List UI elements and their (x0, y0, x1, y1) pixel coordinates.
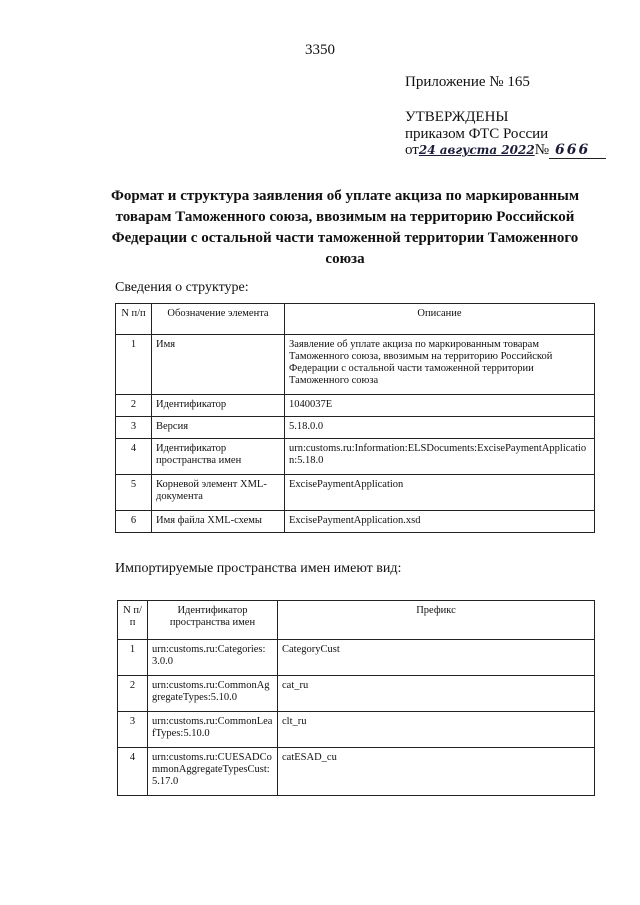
appendix-label: Приложение № 165 (405, 74, 530, 90)
row-description: Заявление об уплате акциза по маркированным товарам Таможенного союза, ввозимым на территорию Российской Федерации с остальной части таможенной территории Таможенного союза (285, 335, 595, 395)
table-row (116, 475, 595, 511)
row-description: ExcisePaymentApplication (285, 475, 595, 511)
row-element: Идентификатор (152, 395, 285, 417)
row-number: 3 (118, 712, 148, 748)
row-namespace: urn:customs.ru:Categories:3.0.0 (148, 640, 278, 676)
number-prefix: № (534, 142, 549, 158)
document-title: Формат и структура заявления об уплате акциза по маркированным товарам Таможенного союза, ввозимым на территорию Российской Федерации с остальной части таможенной территории Таможенного союза (110, 188, 580, 267)
table-row (118, 712, 595, 748)
column-header-number: N п/п (118, 601, 148, 640)
row-number: 2 (116, 395, 152, 417)
row-description: 5.18.0.0 (285, 417, 595, 439)
order-label: приказом ФТС России (405, 126, 549, 142)
page-number: 3350 (305, 42, 335, 58)
column-header-prefix: Префикс (278, 601, 595, 640)
row-number: 1 (118, 640, 148, 676)
column-header-namespace: Идентификатор пространства имен (148, 601, 278, 640)
row-description: 1040037E (285, 395, 595, 417)
table-row (116, 395, 595, 417)
row-namespace: urn:customs.ru:CommonAggregateTypes:5.10.0 (148, 676, 278, 712)
row-number: 1 (116, 335, 152, 395)
structure-table (115, 303, 595, 533)
column-header-number: N п/п (116, 304, 152, 335)
order-dateline (405, 142, 606, 159)
table-row (118, 748, 595, 796)
namespaces-section-label: Импортируемые пространства имен имеют вид: (115, 561, 402, 576)
row-number: 2 (118, 676, 148, 712)
table-header-row (116, 304, 595, 335)
row-element: Имя (152, 335, 285, 395)
row-prefix: catESAD_cu (278, 748, 595, 796)
table-row (118, 676, 595, 712)
date-prefix: от (405, 142, 419, 158)
structure-section-label: Сведения о структуре: (115, 280, 249, 295)
row-number: 4 (116, 439, 152, 475)
row-namespace: urn:customs.ru:CUESADCommonAggregateTypesCust:5.17.0 (148, 748, 278, 796)
handwritten-number: 666 (549, 142, 606, 159)
row-element: Имя файла XML-схемы (152, 511, 285, 533)
row-prefix: CategoryCust (278, 640, 595, 676)
row-number: 4 (118, 748, 148, 796)
table-row (116, 335, 595, 395)
row-prefix: cat_ru (278, 676, 595, 712)
row-namespace: urn:customs.ru:CommonLeafTypes:5.10.0 (148, 712, 278, 748)
row-description: ExcisePaymentApplication.xsd (285, 511, 595, 533)
column-header-element: Обозначение элемента (152, 304, 285, 335)
row-element: Идентификатор пространства имен (152, 439, 285, 475)
approved-label: УТВЕРЖДЕНЫ (405, 109, 509, 125)
namespaces-table (117, 600, 595, 796)
table-row (116, 417, 595, 439)
table-row (116, 511, 595, 533)
row-element: Версия (152, 417, 285, 439)
row-description: urn:customs.ru:Information:ELSDocuments:ExcisePaymentApplication:5.18.0 (285, 439, 595, 475)
row-prefix: clt_ru (278, 712, 595, 748)
row-element: Корневой элемент XML-документа (152, 475, 285, 511)
table-header-row (118, 601, 595, 640)
handwritten-date: 24 августа 2022 (418, 143, 535, 157)
row-number: 5 (116, 475, 152, 511)
row-number: 3 (116, 417, 152, 439)
table-row (116, 439, 595, 475)
row-number: 6 (116, 511, 152, 533)
table-row (118, 640, 595, 676)
column-header-description: Описание (285, 304, 595, 335)
